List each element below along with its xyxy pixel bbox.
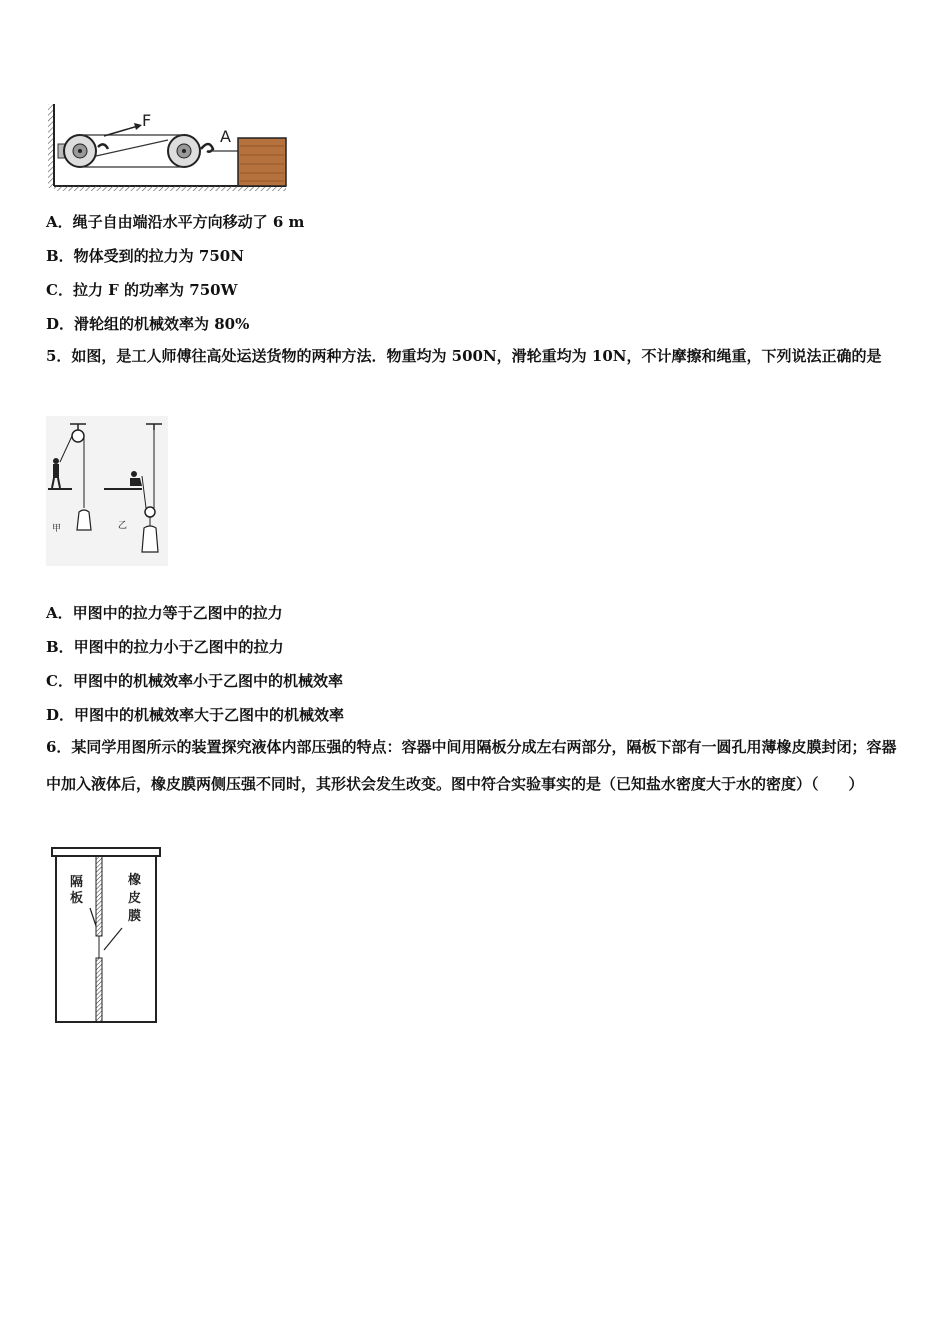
ropes xyxy=(80,135,238,167)
force-arrow xyxy=(104,123,142,136)
sack-left xyxy=(77,510,91,530)
q5-option-d: D．甲图中的机械效率大于乙图中的机械效率 xyxy=(46,706,345,724)
label-membrane-char-3: 膜 xyxy=(128,909,142,924)
label-right: 乙 xyxy=(118,521,128,531)
two-pulley-methods-figure xyxy=(46,416,168,566)
sack-right xyxy=(142,526,158,552)
q5-option-b: B．甲图中的拉力小于乙图中的拉力 xyxy=(46,638,284,656)
q4-option-b: B．物体受到的拉力为 750N xyxy=(46,247,244,265)
q5-stem: 5．如图，是工人师傅往高处运送货物的两种方法．物重均为 500N，滑轮重均为 10N，不计摩擦和绳重，下列说法正确的是 xyxy=(46,347,882,365)
label-membrane-char-1: 橡 xyxy=(128,873,142,888)
point-label: A xyxy=(220,127,231,146)
q5-option-c: C．甲图中的机械效率小于乙图中的机械效率 xyxy=(46,672,343,690)
fixed-pulley xyxy=(58,135,108,167)
q4-option-a: A．绳子自由端沿水平方向移动了 6 m xyxy=(46,213,305,231)
q4-option-d: D．滑轮组的机械效率为 80% xyxy=(46,315,250,333)
force-label: F xyxy=(142,111,152,130)
q6-stem: 6．某同学用图所示的装置探究液体内部压强的特点：容器中间用隔板分成左右两部分，隔板下部有一圆孔用薄橡皮膜封闭；容器中加入液体后，橡皮膜两侧压强不同时，其形状会发生改变。图中符合实验事实的是（已知盐水密度大于水的密度）（ ） xyxy=(46,738,897,793)
q5-option-a: A．甲图中的拉力等于乙图中的拉力 xyxy=(46,604,283,622)
pressure-container-figure xyxy=(50,846,164,1026)
wooden-block xyxy=(238,138,286,186)
pulley-block-figure xyxy=(46,100,290,192)
label-membrane-char-2: 皮 xyxy=(128,891,142,906)
q4-option-c: C．拉力 F 的功率为 750W xyxy=(46,281,238,299)
movable-pulley xyxy=(168,135,213,167)
label-left: 甲 xyxy=(52,524,62,534)
label-partition-char-1: 隔 xyxy=(70,875,84,890)
label-partition-char-2: 板 xyxy=(70,891,84,906)
wall xyxy=(48,104,54,188)
